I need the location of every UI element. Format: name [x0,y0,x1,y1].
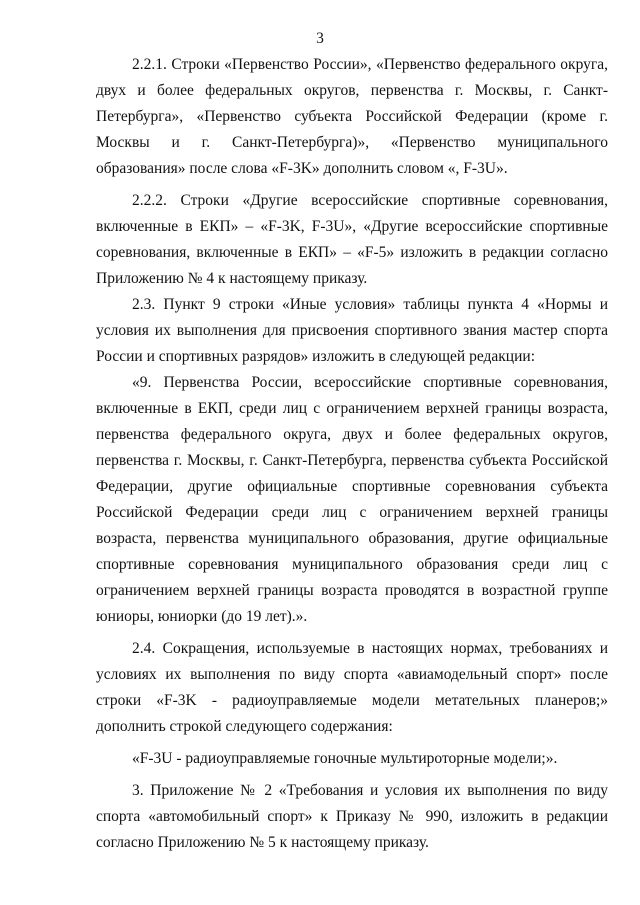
page-number: 3 [316,30,324,47]
paragraph-f3u-definition: «F-3U - радиоуправляемые гоночные мультироторные модели;». [132,750,558,767]
document-body [96,52,608,856]
paragraph-quoted-item-9: «9. Первенства России, всероссийские спортивные соревнования, включенные в ЕКП, среди лиц с ограничением верхней границы возраста, первенства федерального округа, двух и более федеральных округов, первенства г. Москвы, г. Санкт-Петербурга, первенства субъекта Российской Федерации, другие официальные спортивные соревнования субъекта Российской Федерации среди лиц с ограничением верхней границы возраста, первенства муниципального образования, другие официальные спортивные соревнования муниципального образования среди лиц с ограничением верхней границы возраста проводятся в возрастной группе юниоры, юниорки (до 19 лет).». [96,374,608,625]
paragraph-2-3: 2.3. Пункт 9 строки «Иные условия» таблицы пункта 4 «Нормы и условия их выполнения для присвоения спортивного звания мастер спорта России и спортивных разрядов» изложить в следующей редакции: [96,296,608,365]
paragraph-2-2-2: 2.2.2. Строки «Другие всероссийские спортивные соревнования, включенные в ЕКП» – «F-3K, F-3U», «Другие всероссийские спортивные соревнования, включенные в ЕКП» – «F-5» изложить в редакции согласно Приложению № 4 к настоящему приказу. [96,192,608,287]
paragraph-3: 3. Приложение № 2 «Требования и условия их выполнения по виду спорта «автомобильный спорт» к Приказу № 990, изложить в редакции согласно Приложению № 5 к настоящему приказу. [96,782,608,851]
paragraph-2-2-1: 2.2.1. Строки «Первенство России», «Первенство федерального округа, двух и более федеральных округов, первенства г. Москвы, г. Санкт-Петербурга», «Первенство субъекта Российской Федерации (кроме г. Москвы и г. Санкт-Петербурга)», «Первенство муниципального образования» после слова «F-3K» дополнить словом «, F-3U». [96,56,608,177]
paragraph-2-4: 2.4. Сокращения, используемые в настоящих нормах, требованиях и условиях их выполнения по виду спорта «авиамодельный спорт» после строки «F-3K - радиоуправляемые модели метательных планеров;» дополнить строкой следующего содержания: [96,640,608,735]
